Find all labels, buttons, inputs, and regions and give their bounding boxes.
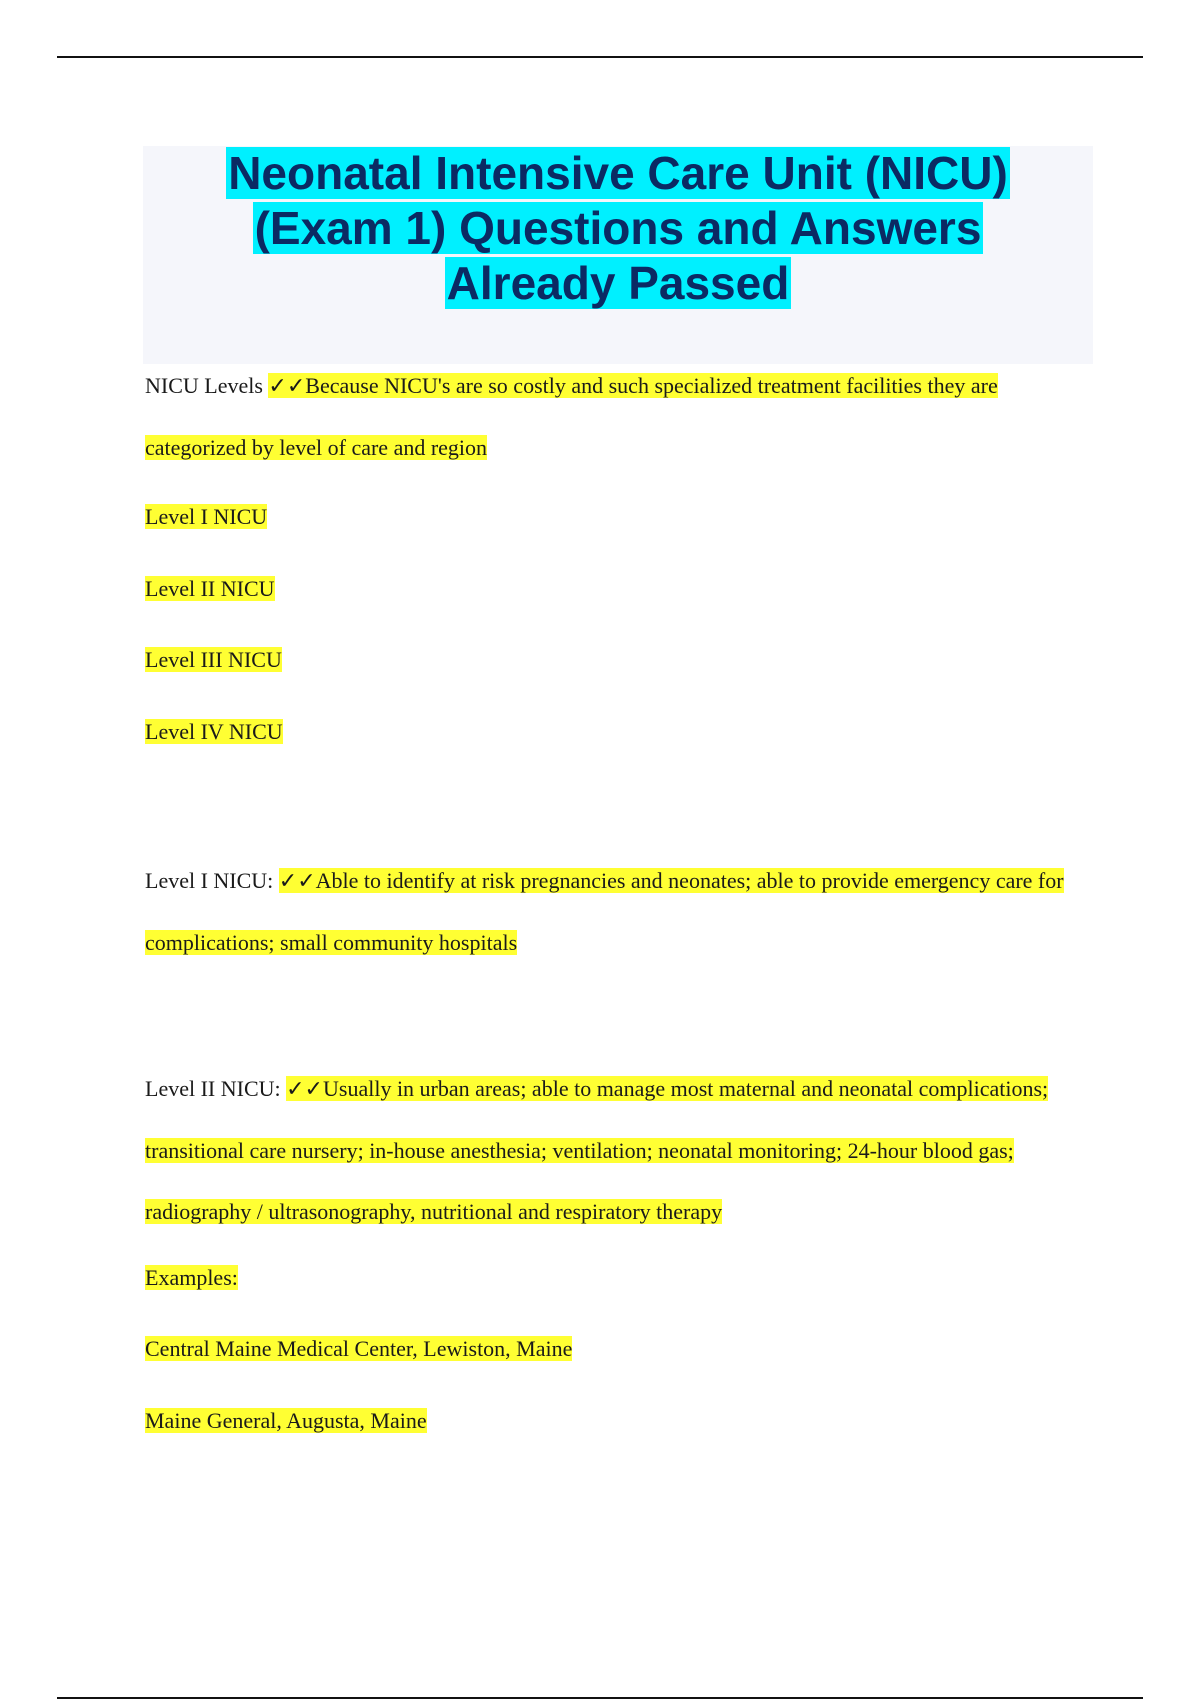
qa-item-nicu-levels [145, 355, 1095, 478]
qa-answer: ✓✓Because NICU's are so costly and such specialized treatment facilities they are categorized by level of care and region [145, 373, 998, 460]
document-title [143, 146, 1093, 311]
qa-answer: ✓✓Usually in urban areas; able to manage most maternal and neonatal complications; transitional care nursery; in-house anesthesia; ventilation; neonatal monitoring; 24-hour blood gas; radiography / ultrasonography, nutritional and respiratory therapy [145, 1076, 1049, 1224]
title-line-1: Neonatal Intensive Care Unit (NICU) [228, 147, 1008, 199]
qa-item-level-1 [145, 850, 1095, 973]
check-mark-icon: ✓✓ [268, 374, 306, 399]
list-item: Level II NICU [145, 576, 275, 601]
qa-answer: ✓✓Able to identify at risk pregnancies and neonates; able to provide emergency care for complications; small community hospitals [145, 868, 1064, 955]
qa-term: NICU Levels [145, 373, 269, 398]
title-line-3: Already Passed [446, 257, 790, 309]
list-item: Level I NICU [145, 504, 268, 529]
list-item: Maine General, Augusta, Maine [145, 1408, 427, 1433]
check-mark-icon: ✓✓ [278, 869, 316, 894]
list-item: Central Maine Medical Center, Lewiston, Maine [145, 1336, 573, 1361]
qa-term: Level I NICU: [145, 868, 279, 893]
check-mark-icon: ✓✓ [286, 1077, 323, 1102]
top-rule [57, 56, 1143, 58]
qa-item-level-2 [145, 1058, 1095, 1242]
list-item: Examples: [145, 1265, 238, 1290]
qa-term: Level II NICU: [145, 1076, 287, 1101]
title-line-2: (Exam 1) Questions and Answers [254, 202, 982, 254]
list-item: Level III NICU [145, 647, 282, 672]
bottom-rule [57, 1697, 1143, 1699]
list-item: Level IV NICU [145, 719, 283, 744]
